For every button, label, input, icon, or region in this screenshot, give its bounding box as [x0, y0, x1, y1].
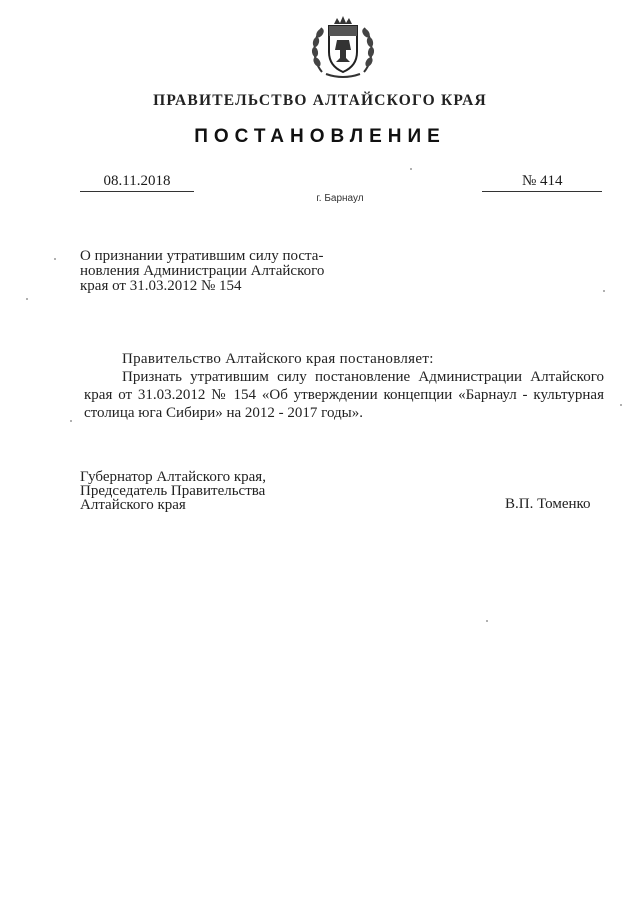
position-line: Председатель Правительства	[80, 483, 266, 499]
decree-date: 08.11.2018	[80, 173, 194, 192]
scan-speck	[486, 620, 488, 622]
subject-line: края от 31.03.2012 № 154	[80, 278, 242, 294]
position-line: Алтайского края	[80, 497, 186, 513]
subject-line: новления Администрации Алтайского	[80, 263, 325, 279]
resolution-decision: Признать утратившим силу постановление Администрации Алтайского края от 31.03.2012 № 154 «Об утверждении концепции «Барнаул - культурная столица юга Сибири» на 2012 - 2017 годы».	[84, 369, 604, 421]
document-type-title: ПОСТАНОВЛЕНИЕ	[194, 126, 446, 147]
subject-line: О признании утратившим силу поста-	[80, 248, 324, 264]
scan-speck	[70, 420, 72, 422]
decree-body	[84, 350, 604, 422]
signatory-position	[80, 470, 340, 512]
signatory-name: В.П. Томенко	[505, 496, 591, 512]
scan-speck	[410, 168, 412, 170]
scan-speck	[54, 258, 56, 260]
city-label: г. Барнаул	[316, 193, 364, 204]
scan-speck	[603, 290, 605, 292]
decree-number: № 414	[482, 173, 602, 192]
coat-of-arms-icon	[308, 14, 378, 82]
scan-speck	[620, 404, 622, 406]
resolution-intro: Правительство Алтайского края постановляет:	[122, 351, 434, 367]
government-title: ПРАВИТЕЛЬСТВО АЛТАЙСКОГО КРАЯ	[153, 92, 487, 109]
decree-subject	[80, 249, 370, 294]
position-line: Губернатор Алтайского края,	[80, 469, 266, 485]
scan-speck	[26, 298, 28, 300]
